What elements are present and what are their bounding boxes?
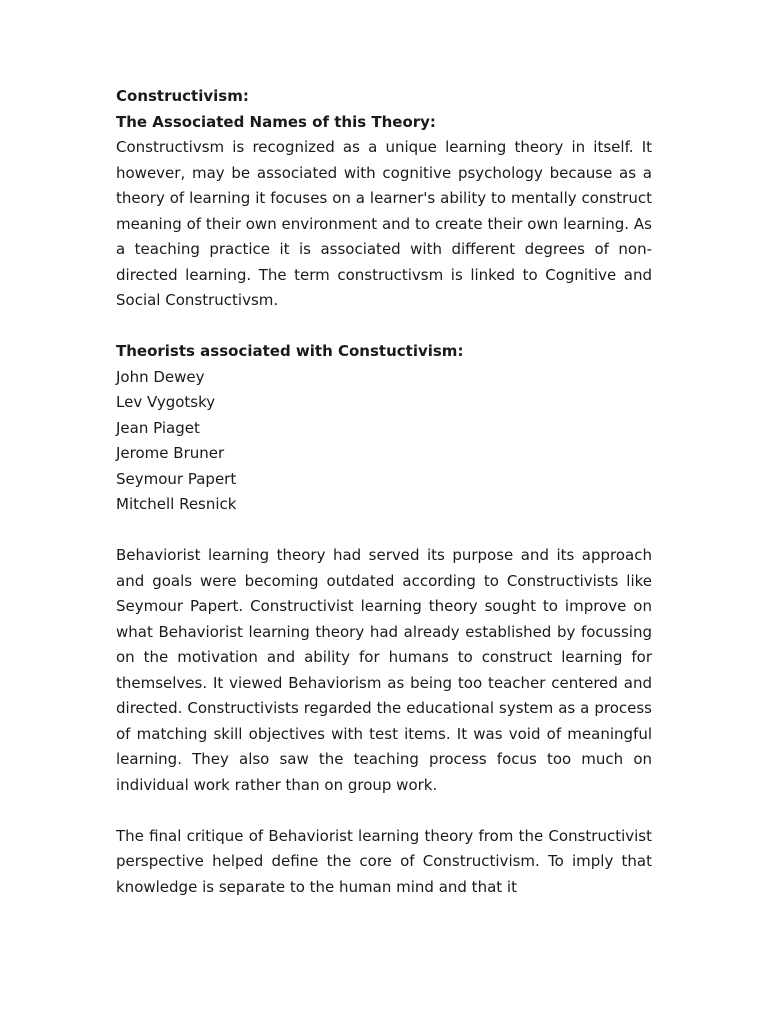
paragraph-spacer — [116, 314, 652, 340]
list-item: Seymour Papert — [116, 469, 237, 488]
section-heading-associated-names: The Associated Names of this Theory: — [116, 112, 436, 131]
paragraph-constructivism-intro: Constructivsm is recognized as a unique learning theory in itself. It however, may be associated with cognitive psychology because as a theory of learning it focuses on a learner's ability to mentally construct meaning of their own environment and to create their own learning. As a teaching practice it is associated with different degrees of non-directed learning. The term constructivsm is linked to Cognitive and Social Constructivsm. — [116, 138, 652, 309]
section-heading-theorists: Theorists associated with Constuctivism: — [116, 342, 464, 360]
list-item: John Dewey — [116, 367, 205, 386]
paragraph-spacer — [116, 518, 652, 544]
paragraph-spacer — [116, 798, 652, 824]
paragraph-behaviorist-critique: Behaviorist learning theory had served its purpose and its approach and goals were becoming outdated according to Constructivists like Seymour Papert. Constructivist learning theory sought to improve on what Behaviorist learning theory had already established by focussing on the motivation and ability for humans to construct learning for themselves. It viewed Behaviorism as being too teacher centered and directed. Constructivists regarded the educational system as a process of matching skill objectives with test items. It was void of meaningful learning. They also saw the teaching process focus too much on individual work rather than on group work. — [116, 546, 652, 794]
list-item: Jean Piaget — [116, 418, 200, 437]
list-item: Lev Vygotsky — [116, 393, 216, 411]
list-item: Jerome Bruner — [116, 444, 225, 462]
document-page — [116, 84, 652, 900]
paragraph-final-critique: The final critique of Behaviorist learning theory from the Constructivist perspective helped define the core of Constructivism. To imply that knowledge is separate to the human mind and that it — [116, 826, 652, 896]
theorist-list — [116, 365, 652, 518]
list-item: Mitchell Resnick — [116, 495, 237, 513]
document-title: Constructivism: — [116, 87, 249, 105]
